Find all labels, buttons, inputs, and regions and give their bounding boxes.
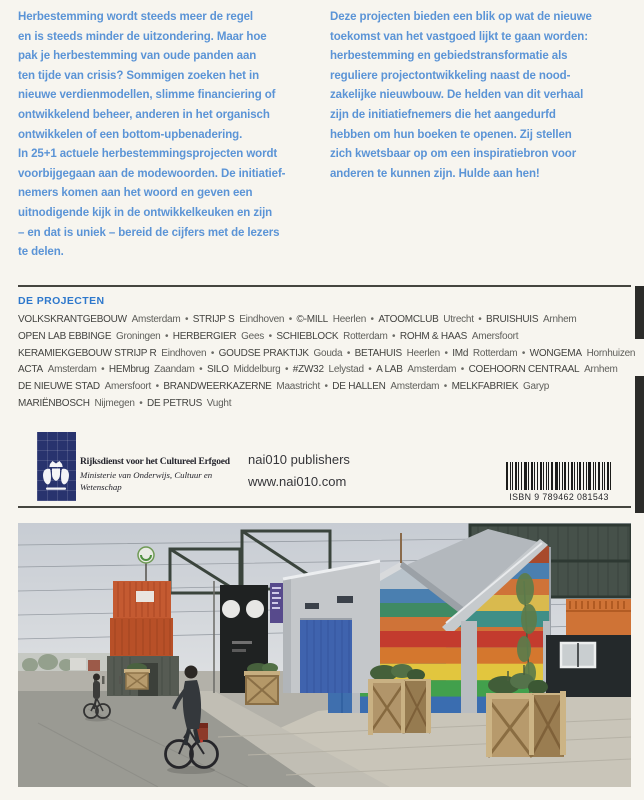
project-separator: •	[196, 364, 205, 376]
barcode-bar	[571, 462, 573, 490]
project-separator: •	[136, 397, 146, 409]
project-name: ATOOMCLUB	[378, 314, 439, 325]
project-name: GOUDSE PRAKTIJK	[218, 347, 309, 359]
project-name: A LAB	[376, 364, 403, 376]
intro-text-line: ten tijde van crisis? Sommigen zoeken het in	[18, 69, 259, 82]
barcode-bar	[595, 462, 596, 490]
barcode-bar	[577, 462, 578, 490]
project-city: Amersfoort	[467, 330, 519, 342]
project-separator: •	[458, 364, 467, 376]
barcode-bar	[551, 462, 553, 490]
intro-text-line: ontwikkelen of een bottom-upbenadering.	[18, 128, 243, 141]
project-city: Gees	[236, 330, 265, 342]
page-edge-strip	[635, 376, 644, 513]
intro-text-line: hebben om hun boeken te openen. Zij stellen	[330, 128, 572, 141]
project-city: Rotterdam	[338, 330, 388, 342]
barcode-bar	[564, 462, 566, 490]
barcode-bars	[506, 462, 612, 490]
project-name: MARIËNBOSCH	[18, 397, 90, 409]
project-city: Eindhoven	[234, 314, 285, 325]
barcode-bar	[579, 462, 581, 490]
project-separator: •	[182, 314, 191, 325]
project-name: HEMbrug	[108, 364, 150, 376]
project-city: Hornhuizen	[581, 347, 636, 359]
project-separator: •	[441, 381, 450, 393]
barcode-bar	[521, 462, 522, 490]
intro-text-line: nieuwe verdienmodellen, slimme financiering of	[18, 89, 276, 102]
bottom-rule	[18, 506, 631, 508]
purple-banner	[270, 583, 283, 623]
project-name: HERBERGIER	[172, 330, 237, 342]
barcode-bar	[518, 462, 519, 490]
cover-photo	[18, 523, 631, 787]
project-city: Rotterdam	[468, 347, 518, 359]
project-city: Arnhem	[579, 364, 618, 376]
barcode-bar	[512, 462, 513, 490]
agency-name: Rijksdienst voor het Cultureel Erfgoed	[80, 457, 230, 467]
planter-medium	[244, 663, 280, 704]
project-name: SILO	[206, 364, 229, 376]
intro-text-line: te delen.	[18, 246, 64, 259]
top-rule	[18, 285, 631, 287]
intro-text-line: pak je herbestemming van oude panden aan	[18, 50, 257, 63]
project-name: SCHIEBLOCK	[276, 330, 339, 342]
barcode-bar	[593, 462, 594, 490]
project-city: Amsterdam	[385, 381, 440, 393]
ministry-name-line2: Wetenschap	[80, 482, 122, 492]
project-line	[18, 346, 635, 363]
project-separator: •	[344, 347, 353, 359]
project-city: Amsterdam	[42, 364, 97, 376]
project-name: BRANDWEERKAZERNE	[163, 381, 272, 393]
project-name: #ZW32	[292, 364, 324, 376]
blue-roller-door	[300, 619, 352, 693]
intro-text-line: herbestemming en gebiedstransformatie als	[330, 50, 568, 63]
barcode-bar	[610, 462, 611, 490]
project-city: Middelburg	[228, 364, 281, 376]
project-line	[18, 312, 635, 329]
project-city: Eindhoven	[156, 347, 207, 359]
gray-building-blue-door	[283, 561, 380, 693]
intro-text-line: zich kwetsbaar op om een inspiratiebron voor	[330, 148, 577, 161]
project-name: STRIJP S	[192, 314, 235, 325]
project-city: Amsterdam	[402, 364, 457, 376]
project-separator: •	[389, 330, 398, 342]
project-separator: •	[98, 364, 107, 376]
publisher-website: www.nai010.com	[248, 474, 347, 489]
project-separator: •	[368, 314, 377, 325]
project-line	[18, 362, 635, 379]
barcode-bar	[546, 462, 547, 490]
project-separator: •	[208, 347, 217, 359]
project-city: Garyp	[518, 381, 550, 393]
project-line	[18, 396, 635, 413]
planter-large-left	[368, 664, 431, 735]
project-name: BETAHUIS	[354, 347, 402, 359]
barcode-bar	[531, 462, 533, 490]
project-name: DE NIEUWE STAD	[18, 381, 100, 393]
project-name: BRUISHUIS	[486, 314, 539, 325]
project-city: Arnhem	[538, 314, 577, 325]
projects-heading: DE PROJECTEN	[18, 295, 105, 307]
barcode-bar	[604, 462, 605, 490]
barcode-bar	[506, 462, 508, 490]
project-line	[18, 329, 635, 346]
barcode-bar	[583, 462, 584, 490]
project-separator: •	[153, 381, 162, 393]
intro-text-line: Deze projecten bieden een blik op wat de nieuwe	[330, 11, 592, 23]
project-name: ©-MILL	[296, 314, 328, 325]
barcode-bar	[548, 462, 549, 490]
project-separator: •	[475, 314, 485, 325]
project-city: Lelystad	[323, 364, 364, 376]
project-separator: •	[282, 364, 291, 376]
intro-text-line: reguliere projectontwikkeling naast de nood-	[330, 69, 571, 82]
barcode-bar	[559, 462, 560, 490]
project-city: Groningen	[111, 330, 161, 342]
project-name: DE HALLEN	[332, 381, 386, 393]
intro-text-line: nemers komen aan het woord en geven een	[18, 187, 253, 200]
isbn-barcode	[506, 462, 612, 504]
intro-text-line: voorbijgegaan aan de modewoorden. De initiatief-	[18, 167, 286, 180]
project-name: MELKFABRIEK	[451, 381, 519, 393]
project-separator: •	[321, 381, 331, 393]
barcode-bar	[555, 462, 558, 490]
intro-text-line: en is steeds minder de uitzondering. Maar hoe	[18, 30, 267, 43]
intro-text-line: zijn de initiatiefnemers die het aangedurfd	[330, 108, 556, 121]
intro-text-line: Herbestemming wordt steeds meer de regel	[18, 11, 254, 23]
project-separator: •	[519, 347, 528, 359]
project-separator: •	[286, 314, 295, 325]
project-city: Vught	[202, 397, 232, 409]
barcode-bar	[607, 462, 609, 490]
intro-right-paragraph	[330, 8, 630, 184]
ministry-name-line1: Ministerie van Onderwijs, Cultuur en	[80, 470, 213, 480]
project-city: Zaandam	[149, 364, 195, 376]
intro-text-line: toekomst van het vastgoed lijkt te gaan worden:	[330, 30, 588, 43]
project-city: Amersfoort	[99, 381, 152, 393]
barcode-bar	[524, 462, 527, 490]
project-city: Heerlen	[327, 314, 367, 325]
project-city: Amsterdam	[126, 314, 181, 325]
project-name: COEHOORN CENTRAAL	[468, 364, 580, 376]
barcode-bar	[568, 462, 569, 490]
barcode-bar	[540, 462, 542, 490]
intro-text-line: anderen te kunnen zijn. Hulde aan hen!	[330, 167, 540, 180]
barcode-bar	[534, 462, 535, 490]
barcode-bar	[515, 462, 517, 490]
project-name: IMd	[452, 347, 469, 359]
coat-of-arms-icon	[39, 460, 73, 494]
project-city: Nijmegen	[89, 397, 135, 409]
projects-list	[18, 312, 635, 413]
project-city: Utrecht	[438, 314, 474, 325]
project-separator: •	[365, 364, 375, 376]
intro-text-line: ontwikkelend beheer, anderen in het organisch	[18, 108, 270, 121]
barcode-bar	[586, 462, 587, 490]
isbn-text: ISBN 9 789462 081543	[509, 492, 609, 502]
barcode-bar	[562, 462, 563, 490]
intro-text-line: In 25+1 actuele herbestemmingsprojecten wordt	[18, 148, 278, 161]
planter-small	[124, 663, 150, 689]
barcode-bar	[537, 462, 538, 490]
project-separator: •	[266, 330, 275, 342]
publisher-name: nai010 publishers	[248, 452, 350, 467]
project-name: VOLKSKRANTGEBOUW	[18, 314, 127, 325]
project-line	[18, 379, 635, 396]
project-name: DE PETRUS	[147, 397, 202, 409]
project-separator: •	[162, 330, 171, 342]
intro-left-paragraph	[18, 8, 320, 263]
project-name: ACTA	[18, 364, 43, 376]
intro-text-line: zakelijke nieuwbouw. De helden van dit verhaal	[330, 89, 584, 102]
project-name: OPEN LAB EBBINGE	[18, 330, 112, 342]
intro-text-line: – en dat is uniek – bereid de cijfers met de lezers	[18, 226, 280, 239]
project-name: ROHM & HAAS	[399, 330, 468, 342]
page-edge-strip	[635, 286, 644, 339]
project-name: WONGEMA	[529, 347, 582, 359]
barcode-bar	[510, 462, 511, 490]
barcode-bar	[574, 462, 575, 490]
barcode-bar	[602, 462, 603, 490]
project-separator: •	[441, 347, 451, 359]
project-city: Maastricht	[271, 381, 320, 393]
barcode-bar	[588, 462, 591, 490]
project-name: KERAMIEKGEBOUW STRIJP R	[18, 347, 157, 359]
barcode-bar	[598, 462, 600, 490]
project-city: Heerlen	[401, 347, 440, 359]
project-city: Gouda	[308, 347, 343, 359]
intro-text-line: uitnodigende kijk in de ontwikkelkeuken en zijn	[18, 206, 273, 219]
barcode-bar	[528, 462, 529, 490]
barcode-bar	[543, 462, 544, 490]
